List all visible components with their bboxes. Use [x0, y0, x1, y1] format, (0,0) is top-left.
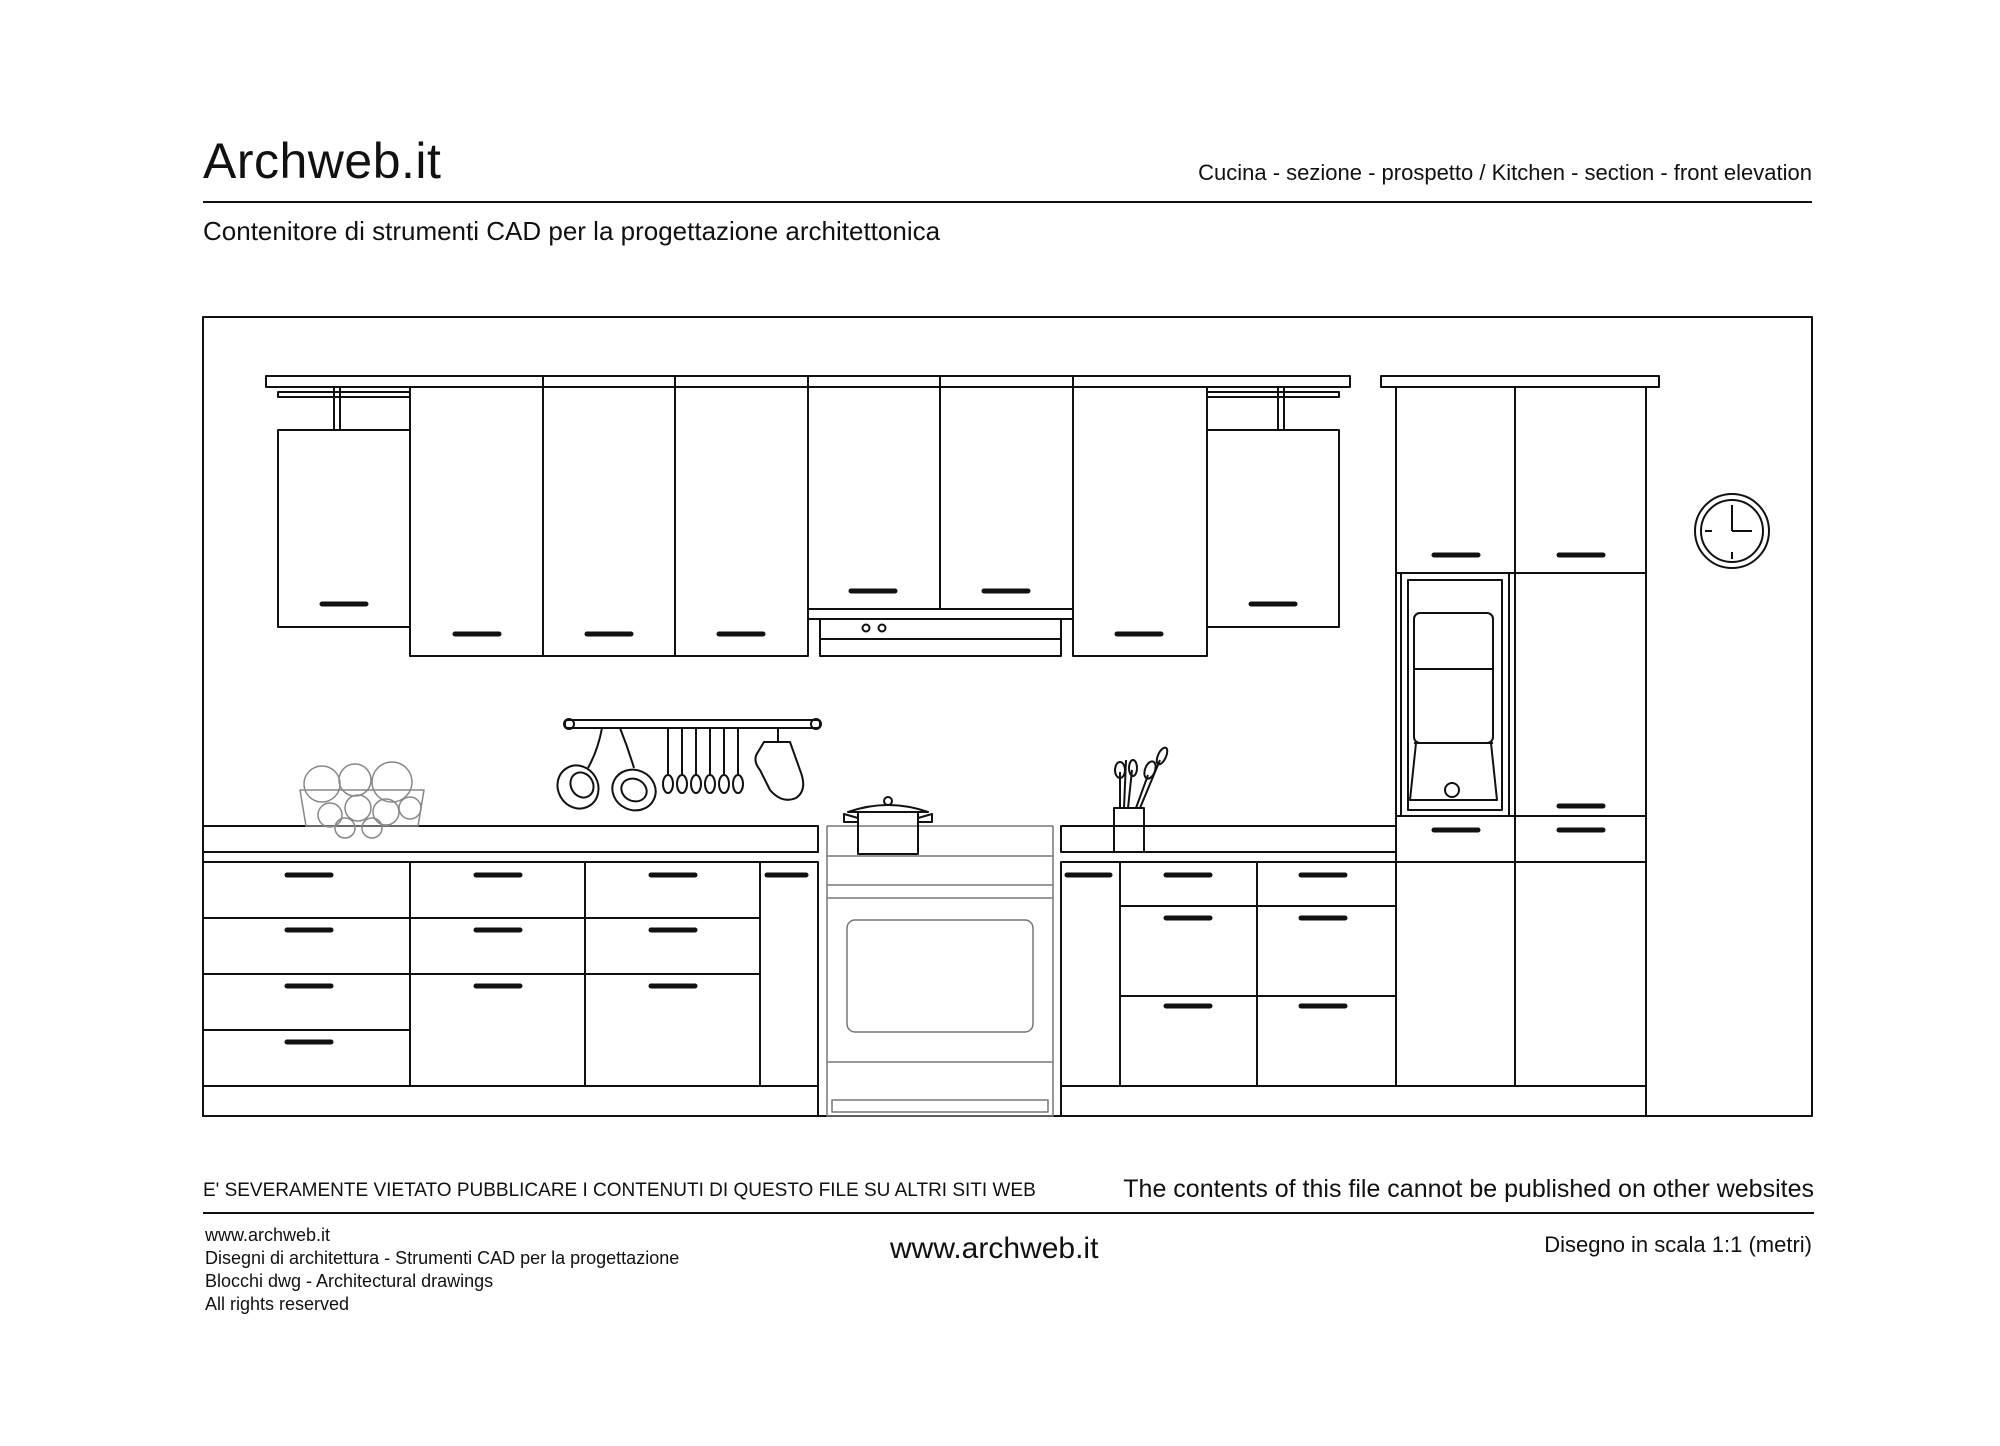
tall-units [1396, 387, 1646, 1086]
copyright-notice-english: The contents of this file cannot be published on other websites [1123, 1175, 1814, 1203]
upper-right-open-cabinet [1207, 430, 1339, 627]
fruit-bowl-icon [300, 762, 424, 838]
footer-url-link[interactable]: www.archweb.it [890, 1232, 1099, 1265]
base-cabinets-left [203, 826, 818, 1116]
subtitle: Contenitore di strumenti CAD per la progettazione architettonica [203, 216, 941, 246]
drawing-title: Cucina - sezione - prospetto / Kitchen - section - front elevation [1198, 160, 1812, 185]
utensil-holder-icon [1114, 746, 1169, 852]
footer-line-blocks: Blocchi dwg - Architectural drawings [205, 1271, 494, 1291]
cabinet-handles [287, 555, 1603, 1042]
footer-line-rights: All rights reserved [205, 1294, 350, 1314]
oven-mitt-icon [755, 728, 803, 800]
drawing-scale: Disegno in scala 1:1 (metri) [1544, 1232, 1812, 1257]
range-hood-icon [808, 609, 1073, 656]
tall-unit-top [1381, 376, 1659, 387]
footer-rule [203, 1212, 1814, 1214]
coffee-machine-icon [1410, 613, 1497, 800]
footer-line-description: Disegni di architettura - Strumenti CAD per la progettazione [205, 1248, 680, 1268]
footer-line-website: www.archweb.it [205, 1225, 331, 1245]
wall-clock-icon [1695, 494, 1769, 568]
base-cabinets-right [1061, 826, 1646, 1116]
drawing-frame [203, 317, 1812, 1116]
oven-icon [827, 826, 1053, 1116]
upper-left-open-cabinet [278, 430, 410, 627]
copyright-notice-italian: E' SEVERAMENTE VIETATO PUBBLICARE I CONTENUTI DI QUESTO FILE SU ALTRI SITI WEB [203, 1180, 1036, 1201]
brand-logo-text: Archweb.it [203, 133, 442, 189]
utensil-rail-icon [550, 719, 821, 817]
